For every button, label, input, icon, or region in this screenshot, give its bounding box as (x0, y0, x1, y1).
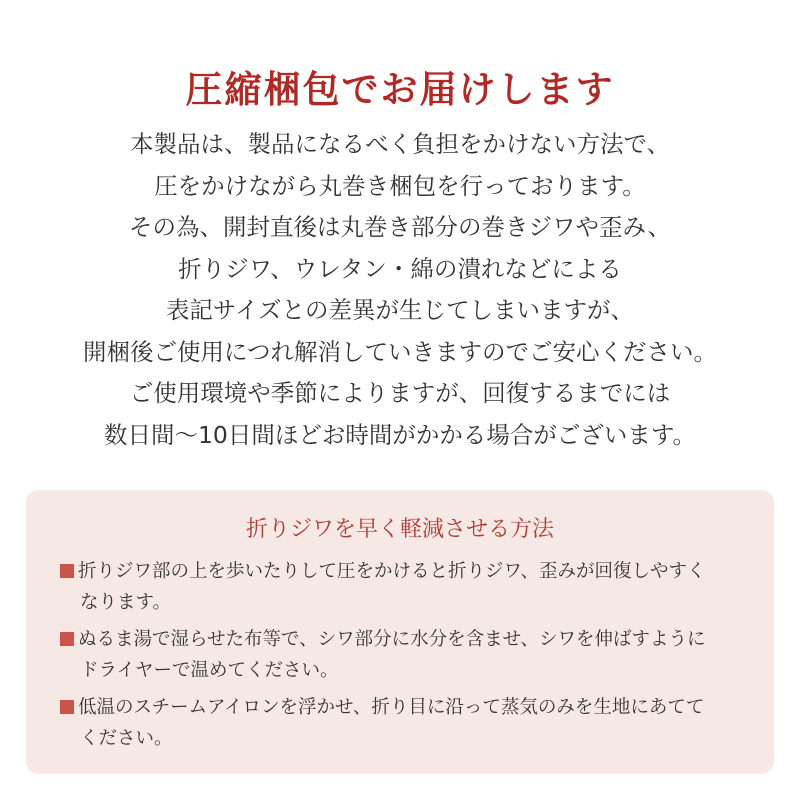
tip-text-continued: ください。 (80, 728, 173, 749)
tip-text-continued: なります。 (80, 592, 172, 613)
description-line: 本製品は、製品になるべく負担をかけない方法で、 (129, 130, 671, 158)
tips-card (26, 490, 774, 774)
square-bullet-icon (60, 632, 74, 646)
description-text (0, 124, 800, 456)
page-title: 圧縮梱包でお届けします (185, 66, 615, 111)
tip-text-continued: ドライヤーで温めてください。 (80, 660, 339, 681)
tip-text: 低温のスチームアイロンを浮かせ、折り目に沿って蒸気のみを生地にあてて (78, 697, 705, 718)
description-line: 数日間〜10日間ほどお時間がかかる場合がございます。 (103, 420, 697, 449)
description-line: 表記サイズとの差異が生じてしまいますが、 (165, 296, 635, 324)
tip-item-steam-iron (60, 692, 750, 754)
description-line: 開梱後ご使用につれ解消していきますのでご安心ください。 (82, 337, 718, 366)
description-line: 圧をかけながら丸巻き梱包を行っております。 (154, 171, 646, 200)
tip-text: ぬるま湯で湿らせた布等で、シワ部分に水分を含ませ、シワを伸ばすように (78, 629, 706, 650)
description-line: ご使用環境や季節によりますが、回復するまでには (129, 379, 671, 407)
square-bullet-icon (60, 564, 74, 578)
tip-text: 折りジワ部の上を歩いたりして圧をかけると折りジワ、歪みが回復しやすく (78, 561, 706, 582)
tips-title: 折りジワを早く軽減させる方法 (245, 517, 554, 542)
description-line: その為、開封直後は丸巻き部分の巻きジワや歪み、 (129, 213, 671, 241)
square-bullet-icon (60, 700, 74, 714)
tip-item-dryer (60, 624, 750, 686)
tip-item-walk (60, 556, 750, 618)
description-line: 折りジワ、ウレタン・綿の潰れなどによる (178, 254, 622, 283)
